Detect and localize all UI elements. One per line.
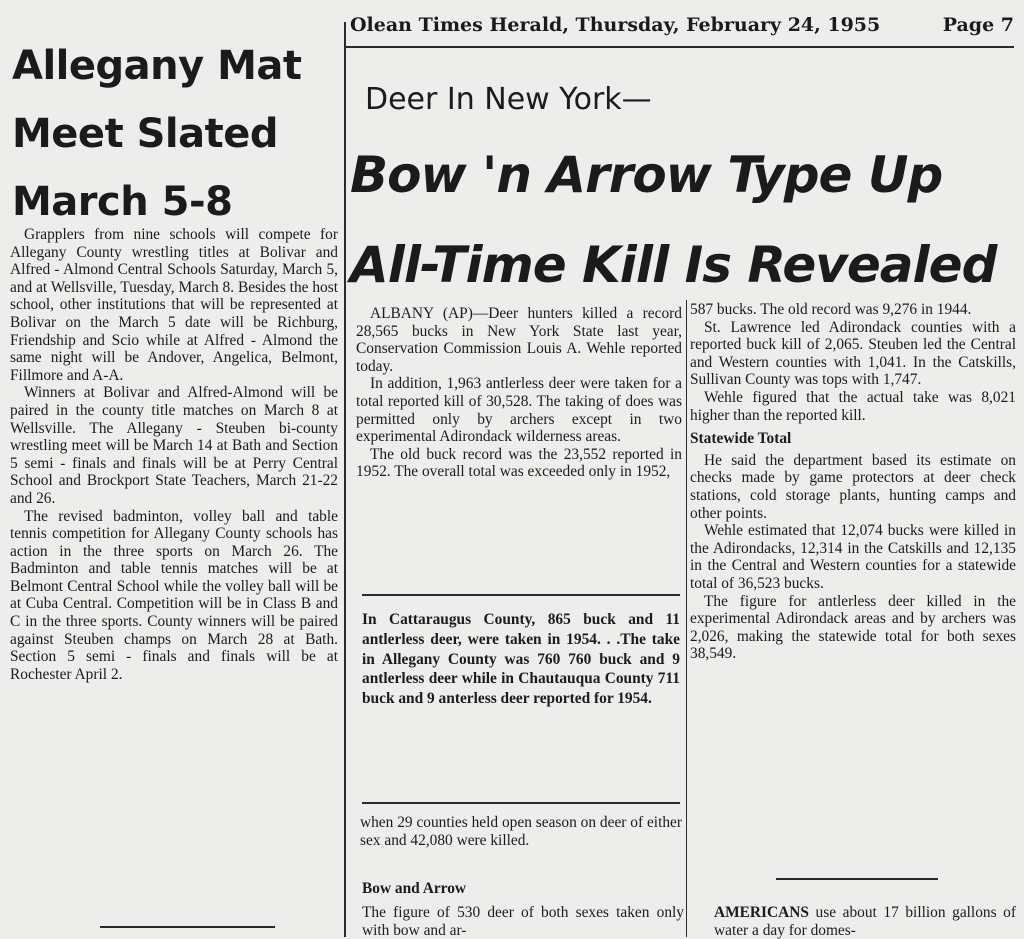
box-bottom-rule xyxy=(362,802,680,804)
main-headline-line: Bow 'n Arrow Type Up xyxy=(350,146,943,204)
paragraph: He said the department based its estimate on checks made by game protectors at deer check stations, cold storage plants, hunting camps and other points. xyxy=(690,451,1016,522)
paragraph: The revised badminton, volley ball and table tennis competition for Allegany County schools has action in the three sports on March 26. The Badminton and table tennis matches will be at Belmont Central School while the volley ball will be at Cuba Central. Competition will be in Class B and C in the three sports. County winners will be paired against Steuben champs on March 28 at Bath. Section 5 semi - finals and finals will be at Rochester April 2. xyxy=(10,507,338,683)
column-rule-1 xyxy=(344,22,346,937)
box-top-rule xyxy=(362,594,680,596)
column-rule-2 xyxy=(686,300,687,937)
left-headline xyxy=(12,32,342,236)
left-headline-line: March 5-8 xyxy=(12,179,233,225)
paragraph: Wehle estimated that 12,074 bucks were killed in the Adirondacks, 12,314 in the Catskills and 12,135 in the Central and Western counties for a statewide total of 36,523 bucks. xyxy=(690,522,1016,592)
main-kicker: Deer In New York— xyxy=(365,82,652,117)
main-story-continuation: when 29 counties held open season on deer of either sex and 42,080 were killed. xyxy=(360,814,682,849)
masthead-paper: Olean Times Herald, Thursday, February 24, 1955 xyxy=(350,14,881,36)
masthead-rule xyxy=(345,46,1014,48)
filler-lead: AMERICANS xyxy=(714,904,809,921)
main-headline-line: All-Time Kill Is Revealed xyxy=(350,236,997,294)
county-note-box: In Cattaraugus County, 865 buck and 11 antlerless deer, were taken in 1954. . .The take in Allegany County was 760 760 buck and 9 antlerless deer while in Chautauqua County 711 buck and 9 anterless deer reported for 1954. xyxy=(362,611,680,708)
filler-item xyxy=(714,904,1016,939)
story-end-rule xyxy=(776,878,938,880)
masthead-page: Page 7 xyxy=(942,14,1014,36)
subhead-bow-and-arrow: Bow and Arrow xyxy=(362,880,467,897)
paragraph: St. Lawrence led Adirondack counties with a reported buck kill of 2,065. Steuben led the Central and Western counties with 1,041. In the Catskills, Sullivan County was tops with 1,747. xyxy=(690,318,1016,389)
filler-text: use about 17 billion gallons of water a day for domes- xyxy=(714,904,1016,939)
paragraph: ALBANY (AP)—Deer hunters killed a record 28,565 bucks in New York State last year, Conservation Commission Louis A. Wehle reported today. xyxy=(356,305,682,375)
paragraph: 587 bucks. The old record was 9,276 in 1944. xyxy=(690,301,972,318)
left-story-body xyxy=(10,226,338,683)
story-end-rule xyxy=(100,926,275,928)
left-headline-line: Allegany Mat xyxy=(12,43,302,89)
paragraph: The figure of 530 deer of both sexes taken only with bow and ar- xyxy=(362,904,684,939)
main-story-column-3 xyxy=(690,301,1016,663)
subhead-statewide-total: Statewide Total xyxy=(690,430,792,448)
main-headline xyxy=(350,130,1015,310)
paragraph: The figure for antlerless deer killed in the experimental Adirondack areas and by archers was 2,026, making the statewide total for both sexes 38,549. xyxy=(690,592,1016,663)
paragraph: Grapplers from nine schools will compete for Allegany County wrestling titles at Bolivar and Alfred - Almond Central Schools Saturday, March 5, and at Wellsville, Tuesday, March 8. Besides the host school, other institutions that will be represented at Bolivar on the March 5 date will be Richburg, Friendship and Scio while at Alfred - Almond the same night will be Andover, Angelica, Belmont, Fillmore and A-A. xyxy=(10,226,338,384)
paragraph: Wehle figured that the actual take was 8,021 higher than the reported kill. xyxy=(690,388,1016,424)
paragraph: Winners at Bolivar and Alfred-Almond will be paired in the county title matches on March 8 at Wellsville. The Allegany - Steuben bi-county wrestling meet will be March 14 at Bath and Section 5 semi - finals and finals will be at Perry Central School and Brockport State Teachers, March 21-22 and 26. xyxy=(10,384,338,507)
paragraph: In addition, 1,963 antlerless deer were taken for a total reported kill of 30,528. The taking of does was permitted only by archers except in two experimental Adirondack wilderness areas. xyxy=(356,375,682,446)
paragraph: The old buck record was the 23,552 reported in 1952. The overall total was exceeded only in 1952, xyxy=(356,445,682,481)
main-story-column-2 xyxy=(356,305,682,481)
masthead xyxy=(350,14,1014,36)
left-headline-line: Meet Slated xyxy=(12,111,279,157)
